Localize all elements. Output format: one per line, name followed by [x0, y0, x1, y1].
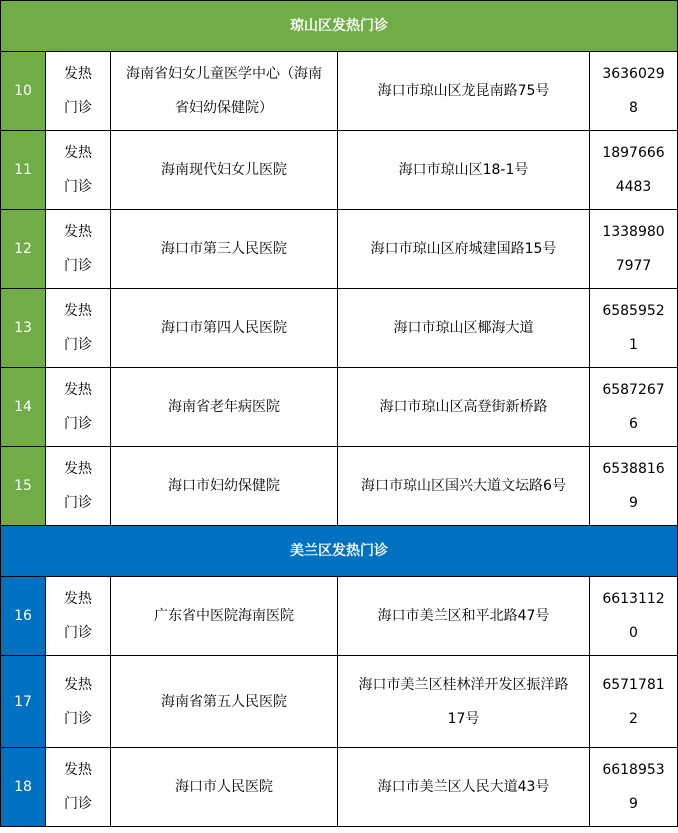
clinic-type: 发热 门诊 — [46, 289, 111, 368]
hospital-phone: 1897666 4483 — [590, 131, 678, 210]
hospital-name: 海南省老年病医院 — [111, 368, 338, 447]
hospital-address: 海口市琼山区高登街新桥路 — [338, 368, 590, 447]
clinic-type: 发热 门诊 — [46, 210, 111, 289]
hospital-name: 广东省中医院海南医院 — [111, 577, 338, 656]
hospital-address: 海口市琼山区国兴大道文坛路6号 — [338, 447, 590, 526]
table-row — [1, 447, 678, 526]
clinic-type: 发热 门诊 — [46, 52, 111, 131]
row-number: 15 — [1, 447, 46, 526]
hospital-phone: 3636029 8 — [590, 52, 678, 131]
row-number: 18 — [1, 748, 46, 827]
hospital-name: 海口市第四人民医院 — [111, 289, 338, 368]
clinic-type: 发热 门诊 — [46, 368, 111, 447]
hospital-phone: 6618953 9 — [590, 748, 678, 827]
clinic-type: 发热 门诊 — [46, 656, 111, 748]
hospital-phone: 6538816 9 — [590, 447, 678, 526]
row-number: 10 — [1, 52, 46, 131]
section-header-meilan — [1, 526, 678, 577]
hospital-name: 海口市人民医院 — [111, 748, 338, 827]
row-number: 13 — [1, 289, 46, 368]
section-header-qiongshan — [1, 1, 678, 52]
hospital-address: 海口市琼山区18-1号 — [338, 131, 590, 210]
row-number: 16 — [1, 577, 46, 656]
hospital-name: 海口市妇幼保健院 — [111, 447, 338, 526]
section-title: 琼山区发热门诊 — [1, 1, 678, 52]
row-number: 12 — [1, 210, 46, 289]
hospital-phone: 1338980 7977 — [590, 210, 678, 289]
hospital-phone: 6587267 6 — [590, 368, 678, 447]
row-number: 14 — [1, 368, 46, 447]
hospital-name: 海南省妇女儿童医学中心（海南省妇幼保健院） — [111, 52, 338, 131]
hospital-address: 海口市美兰区和平北路47号 — [338, 577, 590, 656]
hospital-name: 海南省第五人民医院 — [111, 656, 338, 748]
table-row — [1, 131, 678, 210]
hospital-address: 海口市美兰区人民大道43号 — [338, 748, 590, 827]
hospital-name: 海口市第三人民医院 — [111, 210, 338, 289]
hospital-phone: 6613112 0 — [590, 577, 678, 656]
table-row — [1, 748, 678, 827]
table-row — [1, 210, 678, 289]
section-title: 美兰区发热门诊 — [1, 526, 678, 577]
table-row — [1, 52, 678, 131]
clinic-type: 发热 门诊 — [46, 748, 111, 827]
hospital-name: 海南现代妇女儿医院 — [111, 131, 338, 210]
table-row — [1, 289, 678, 368]
row-number: 11 — [1, 131, 46, 210]
hospital-address: 海口市琼山区椰海大道 — [338, 289, 590, 368]
table-row — [1, 577, 678, 656]
clinic-type: 发热 门诊 — [46, 131, 111, 210]
table-row — [1, 656, 678, 748]
table-row — [1, 368, 678, 447]
hospital-address: 海口市琼山区府城建国路15号 — [338, 210, 590, 289]
clinic-type: 发热 门诊 — [46, 447, 111, 526]
hospital-address: 海口市美兰区桂林洋开发区振洋路17号 — [338, 656, 590, 748]
row-number: 17 — [1, 656, 46, 748]
hospital-phone: 6585952 1 — [590, 289, 678, 368]
clinic-type: 发热 门诊 — [46, 577, 111, 656]
hospital-address: 海口市琼山区龙昆南路75号 — [338, 52, 590, 131]
hospital-phone: 6571781 2 — [590, 656, 678, 748]
